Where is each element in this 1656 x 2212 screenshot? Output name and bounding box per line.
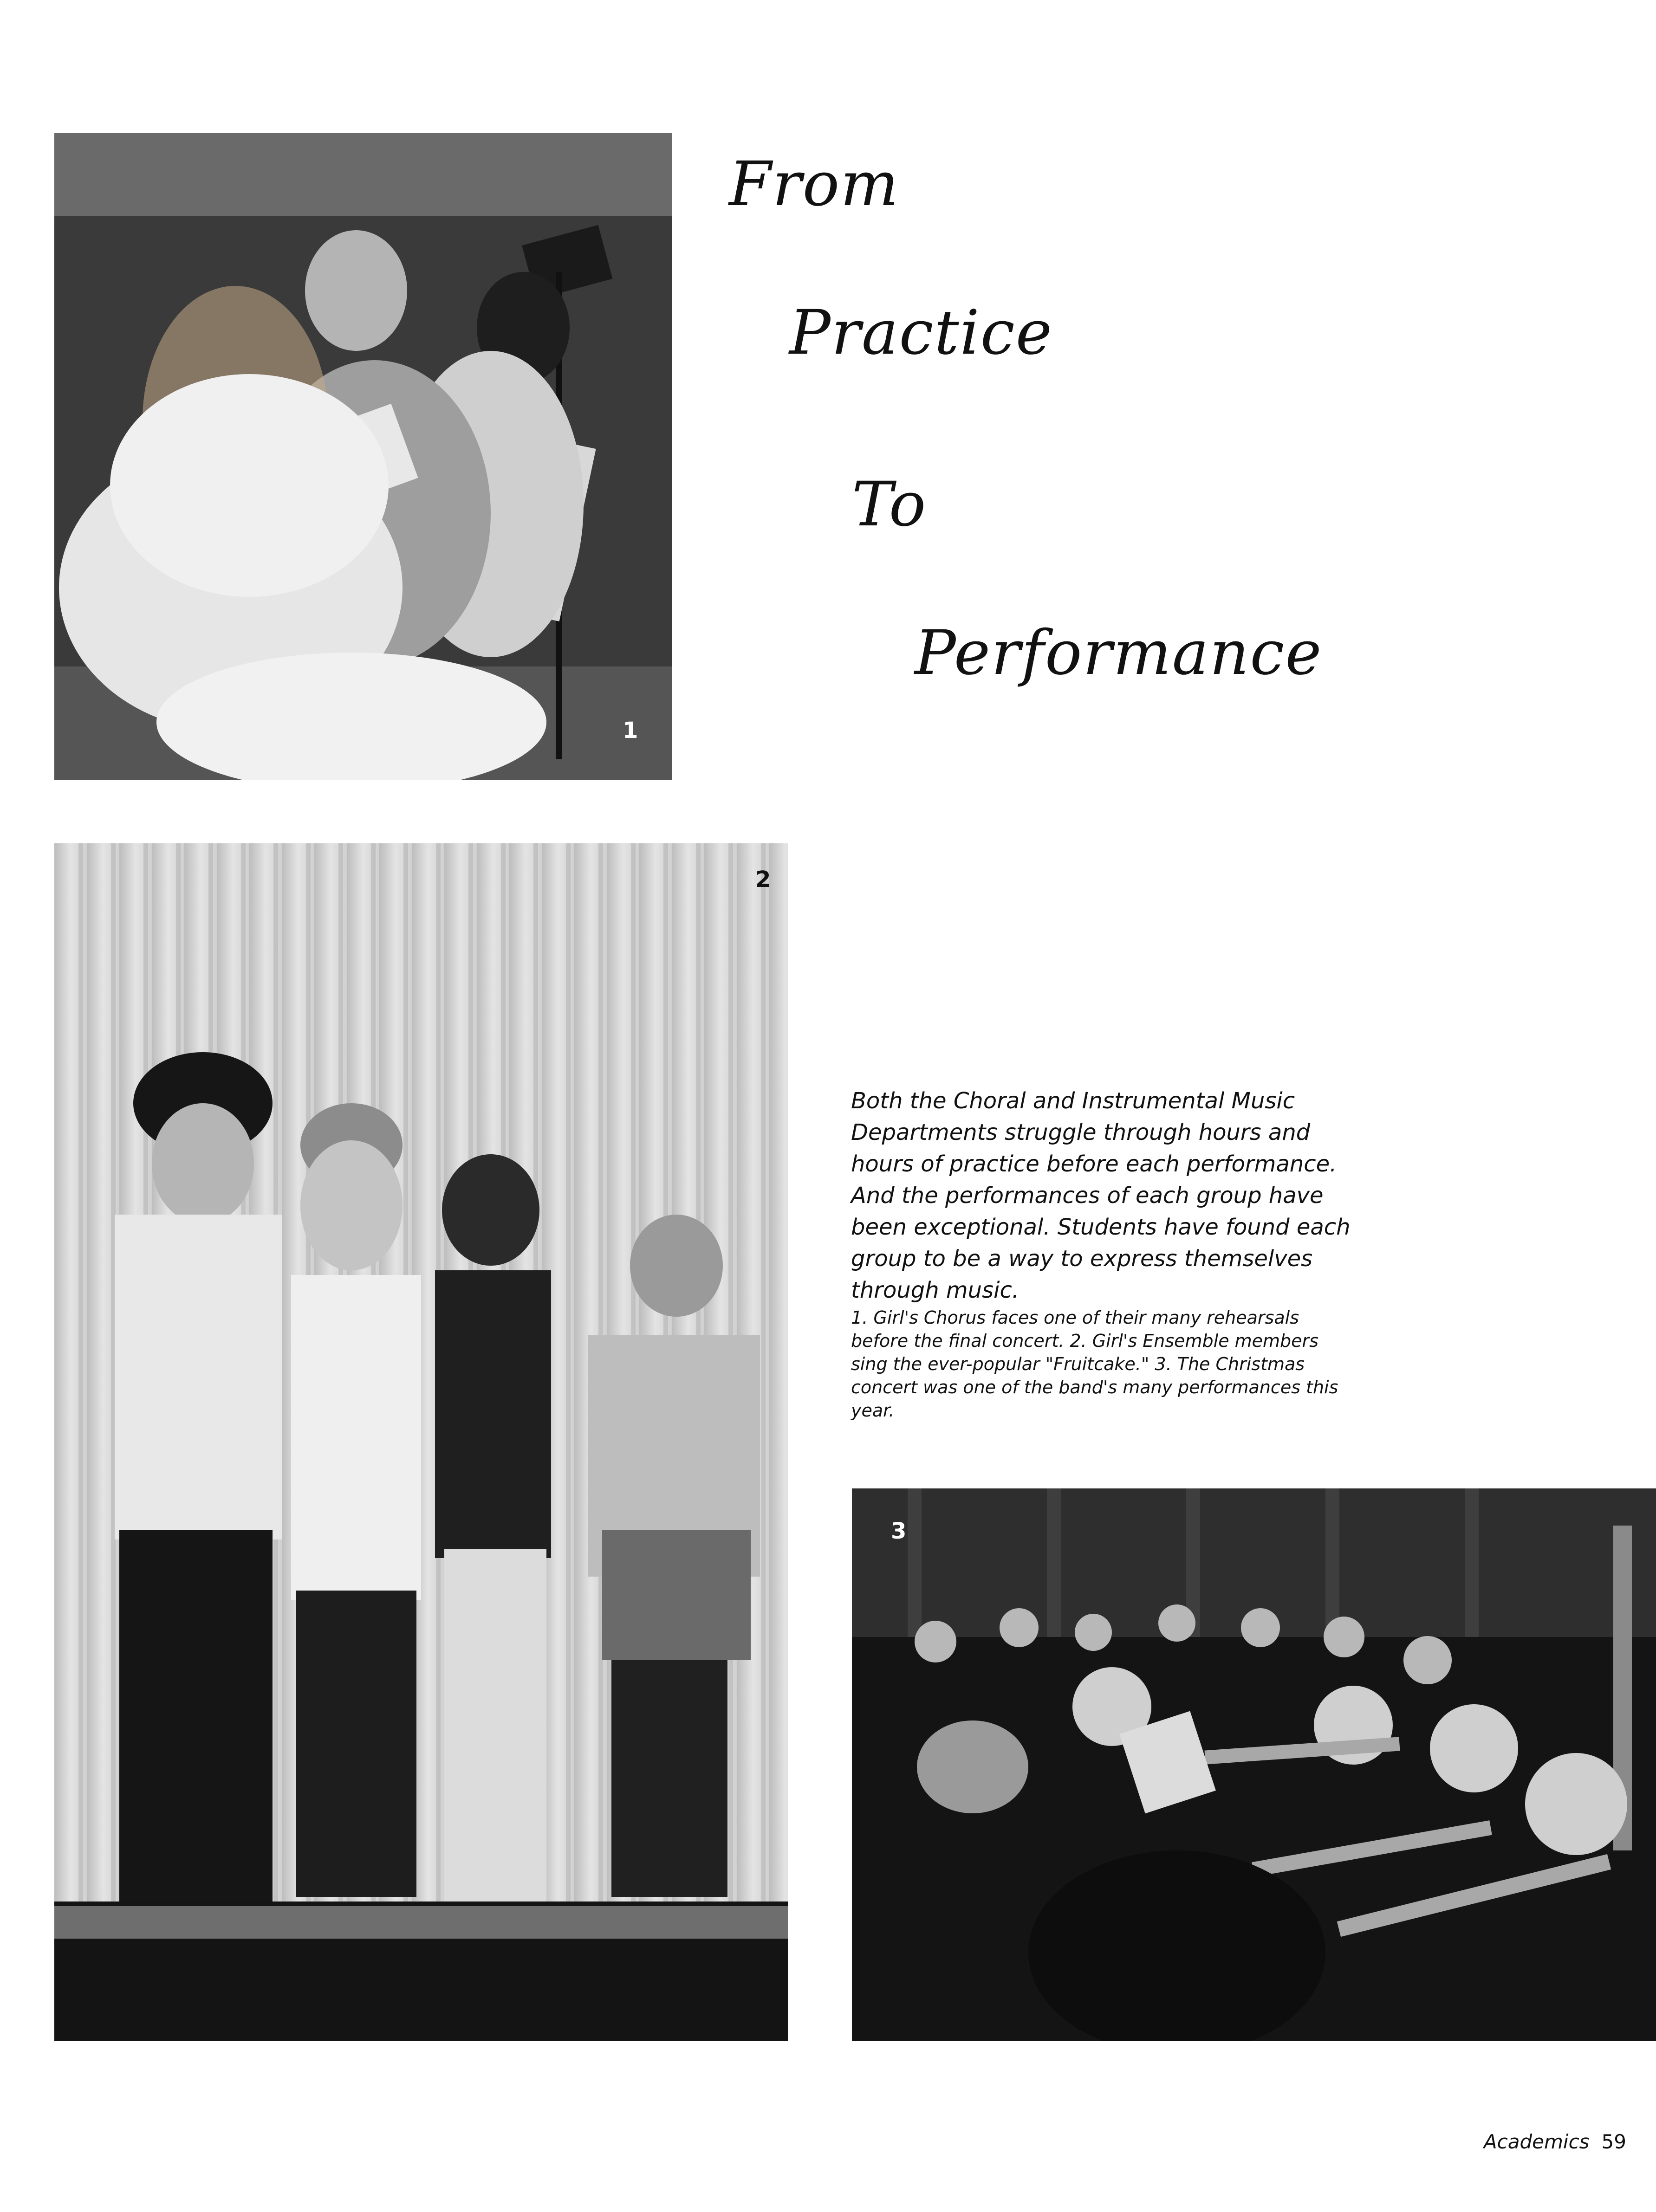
caption-block <box>851 1085 1352 1422</box>
page-number: 59 <box>1601 2130 1626 2153</box>
caption-photo-descriptions: 1. Girl's Chorus faces one of their many rehearsals before the final concert. 2. Girl's Ensemble members sing the ever-popular "Fruitcake." 3. The Christmas concert was one of the band's many performances this year. <box>851 1307 1338 1421</box>
photo-band-concert <box>852 1488 1656 2041</box>
title-line-to: To <box>852 469 927 540</box>
title-line-performance: Performance <box>915 617 1323 689</box>
photo-ensemble-stage-image <box>54 843 788 2041</box>
photo-number-3: 3 <box>891 1518 907 1544</box>
page-footer <box>1484 2130 1626 2153</box>
photo-ensemble-stage <box>54 843 788 2041</box>
photo-number-2: 2 <box>755 867 771 893</box>
footer-section-label: Academics <box>1483 2130 1590 2153</box>
title-line-from: From <box>729 149 900 220</box>
photo-band-concert-image <box>852 1488 1656 2041</box>
photo-chorus-rehearsal-image <box>54 133 672 780</box>
photo-chorus-rehearsal <box>54 133 672 780</box>
photo-number-1: 1 <box>623 718 638 744</box>
caption-main-text: Both the Choral and Instrumental Music Departments struggle through hours and hours of practice before each performance. And the performances of each group have been exceptional. Students have found each group to be a way to express themselves through music. <box>851 1088 1351 1303</box>
title-line-practice: Practice <box>789 297 1053 369</box>
